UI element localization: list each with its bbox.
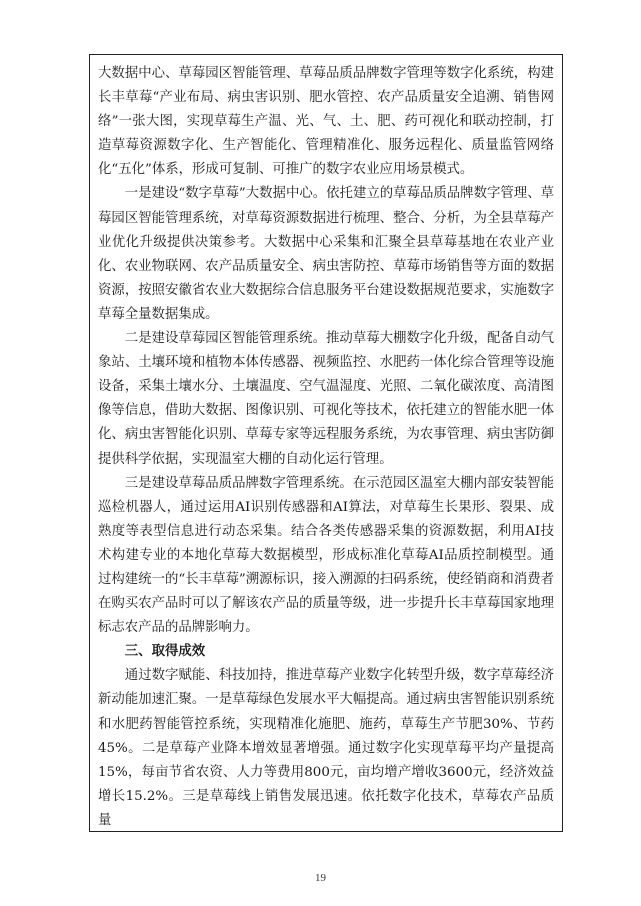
body-paragraph: 二是建设草莓园区智能管理系统。推动草莓大棚数字化升级，配备自动气象站、土壤环境和植物本体传感器、视频监控、水肥药一体化综合管理等设施设备，采集土壤水分、土壤温度、空气温湿度、光照、二氧化碳浓度、高清图像等信息，借助大数据、图像识别、可视化等技术，依托建立的智能水肥一体化、病虫害智能化识别、草莓专家等远程服务系统，为农事管理、病虫害防御提供科学依据，实现温室大棚的自动化运行管理。	[98, 331, 554, 467]
document-body	[98, 62, 554, 833]
body-paragraph: 大数据中心、草莓园区智能管理、草莓品质品牌数字管理等数字化系统，构建长丰草莓“产业布局、病虫害识别、肥水管控、农产品质量安全追溯、销售网络”一张大图，实现草莓生产温、光、气、土、肥、药可视化和联动控制，打造草莓资源数字化、生产智能化、管理精准化、服务远程化、质量监管网络化“五化”体系，形成可复制、可推广的数字农业应用场景模式。	[98, 66, 554, 178]
body-paragraph: 一是建设“数字草莓”大数据中心。依托建立的草莓品质品牌数字管理、草莓园区智能管理系统，对草莓资源数据进行梳理、整合、分析，为全县草莓产业优化升级提供决策参考。大数据中心采集和汇聚全县草莓基地在农业产业化、农业物联网、农产品质量安全、病虫害防控、草莓市场销售等方面的数据资源，按照安徽省农业大数据综合信息服务平台建设数据规范要求，实施数字草莓全量数据集成。	[98, 186, 554, 322]
page-number: 19	[315, 872, 326, 884]
section-heading: 三、取得成效	[124, 644, 206, 660]
body-paragraph: 三是建设草莓品质品牌数字管理系统。在示范园区温室大棚内部安装智能巡检机器人，通过运用AI识别传感器和AI算法，对草莓生长果形、裂果、成熟度等表型信息进行动态采集。结合各类传感器采集的资源数据，利用AI技术构建专业的本地化草莓大数据模型，形成标准化草莓AI品质控制模型。通过构建统一的“长丰草莓”溯源标识，接入溯源的扫码系统，使经销商和消费者在购买农产品时可以了解该农产品的质量等级，进一步提升长丰草莓国家地理标志农产品的品牌影响力。	[98, 475, 554, 636]
body-paragraph: 通过数字赋能、科技加持，推进草莓产业数字化转型升级，数字草莓经济新动能加速汇聚。一是草莓绿色发展水平大幅提高。通过病虫害智能识别系统和水肥药智能管控系统，实现精准化施肥、施药，草莓生产节肥30%、节药45%。二是草莓产业降本增效显著增强。通过数字化实现草莓平均产量提高15%，每亩节省农资、人力等费用800元，亩均增产增收3600元，经济效益增长15.2%。三是草莓线上销售发展迅速。依托数字化技术，草莓农产品质量	[98, 668, 554, 828]
